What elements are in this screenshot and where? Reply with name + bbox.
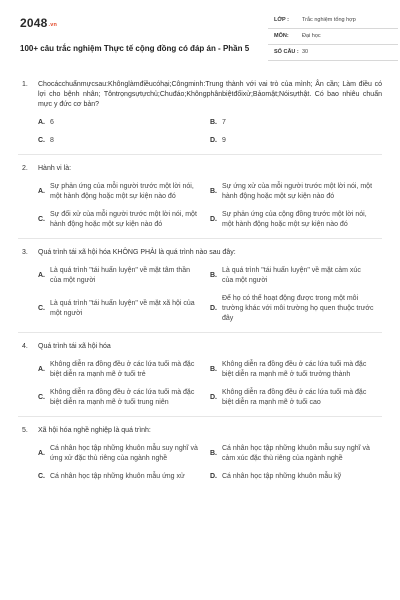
option-row (38, 444, 382, 464)
option-text: Không diễn ra đồng đều ở các lứa tuổi mà đặc biệt diễn ra mạnh mẽ ở tuổi trung niên (50, 389, 195, 406)
divider (18, 154, 382, 155)
option-c[interactable] (38, 294, 210, 324)
option-text: 6 (50, 119, 54, 126)
option-letter: A. (38, 366, 45, 373)
option-a[interactable] (38, 444, 210, 464)
option-text: Không diễn ra đồng đều ở các lứa tuổi mà đặc biệt diễn ra mạnh mẽ ở tuổi trẻ (50, 361, 195, 378)
site-logo[interactable] (20, 16, 57, 30)
option-text: Sự ứng xử của mỗi người trước một lời nói, một hành động hoặc một sự kiện nào đó (222, 183, 373, 200)
option-text: Cá nhân học tập những khuôn mẫu suy nghĩ và ứng xử đặc thù riêng của ngành nghề (50, 445, 198, 462)
question-1 (18, 80, 382, 155)
option-a[interactable] (38, 182, 210, 202)
option-list (18, 118, 382, 146)
option-letter: C. (38, 216, 45, 223)
option-row (38, 472, 382, 482)
meta-value: Đại học (302, 33, 321, 39)
meta-row-class (268, 14, 398, 29)
option-letter: A. (38, 450, 45, 457)
option-d[interactable] (210, 472, 382, 482)
option-letter: D. (210, 473, 217, 480)
option-b[interactable] (210, 360, 382, 380)
option-letter: A. (38, 119, 45, 126)
option-c[interactable] (38, 136, 210, 146)
question-2 (18, 164, 382, 239)
option-a[interactable] (38, 266, 210, 286)
option-letter: D. (210, 216, 217, 223)
option-letter: A. (38, 272, 45, 279)
meta-row-count (268, 46, 398, 61)
option-text: Sự phản ứng của cộng đồng trước một lời nói, một hành động hoặc một sự kiện nào đó (222, 211, 367, 228)
option-letter: C. (38, 473, 45, 480)
logo-suffix: .vn (48, 22, 58, 28)
meta-value: Trắc nghiệm tổng hợp (302, 17, 356, 23)
option-letter: C. (38, 137, 45, 144)
logo-text: 2048 (20, 16, 48, 30)
option-row (38, 136, 382, 146)
option-b[interactable] (210, 118, 382, 128)
meta-info (268, 14, 398, 62)
question-number: 2. (22, 165, 28, 172)
option-d[interactable] (210, 294, 382, 324)
question-header (18, 248, 382, 258)
question-number: 3. (22, 249, 28, 256)
option-letter: B. (210, 450, 217, 457)
option-text: Là quá trình "tái huấn luyện" về mặt xã hội của một người (50, 300, 195, 317)
document-header (18, 14, 382, 70)
option-text: Không diễn ra đồng đều ở các lứa tuổi mà đặc biệt diễn ra mạnh mẽ ở tuổi cao (222, 389, 367, 406)
question-4 (18, 342, 382, 417)
question-list (18, 80, 382, 490)
question-5 (18, 426, 382, 482)
question-text: Quá trình tái xã hội hóa KHÔNG PHẢI là quá trình nào sau đây: (38, 249, 236, 256)
option-letter: A. (38, 188, 45, 195)
meta-row-subject (268, 30, 398, 45)
option-text: Cá nhân học tập những khuôn mẫu kỹ (222, 473, 342, 480)
option-list (18, 266, 382, 324)
divider (18, 332, 382, 333)
divider (18, 238, 382, 239)
option-text: Không diễn ra đồng đều ở các lứa tuổi mà đặc biệt diễn ra mạnh mẽ ở tuổi trưởng thành (222, 361, 367, 378)
option-letter: D. (210, 137, 217, 144)
option-text: Cá nhân học tập những khuôn mẫu suy nghĩ và cảm xúc đặc thù riêng của ngành nghề (222, 445, 370, 462)
option-a[interactable] (38, 360, 210, 380)
question-number: 4. (22, 343, 28, 350)
option-letter: B. (210, 119, 217, 126)
question-3 (18, 248, 382, 333)
question-text: Hành vi là: (38, 165, 72, 172)
option-d[interactable] (210, 210, 382, 230)
option-row (38, 388, 382, 408)
option-c[interactable] (38, 210, 210, 230)
option-a[interactable] (38, 118, 210, 128)
meta-key: LỚP : (274, 17, 289, 23)
meta-value: 30 (302, 49, 309, 55)
option-letter: D. (210, 394, 217, 401)
divider (18, 416, 382, 417)
option-text: 9 (222, 137, 226, 144)
option-text: Sự phản ứng của mỗi người trước một lời nói, một hành động hoặc một sự kiện nào đó (50, 183, 194, 200)
option-list (18, 182, 382, 230)
meta-key: MÔN: (274, 33, 289, 39)
option-text: Là quá trình "tái huấn luyện" về mặt cảm xúc của một người (222, 267, 361, 284)
option-text: 8 (50, 137, 54, 144)
option-row (38, 182, 382, 202)
option-b[interactable] (210, 182, 382, 202)
question-number: 1. (22, 81, 28, 88)
question-header (18, 164, 382, 174)
option-row (38, 210, 382, 230)
question-header (18, 426, 382, 436)
document-title: 100+ câu trắc nghiệm Thực tế cộng đồng có đáp án - Phần 5 (20, 44, 250, 53)
option-row (38, 294, 382, 324)
option-d[interactable] (210, 388, 382, 408)
option-d[interactable] (210, 136, 382, 146)
meta-key: SỐ CÂU : (274, 49, 299, 55)
question-text: Chocácchuẩnmựcsau:Khônglàmđiềucóhại;Côngminh:Trung thành với vai trò của mình; Ân cần; Làm điều có lợi cho bệnh nhân; Tôntrọngsựtựchủ;Chuđáo;Khôngphânbiệtđốixử;Bảomật;Nóisựthật. Có bao nhiêu chuẩn mực y đức cơ bản? (38, 81, 382, 108)
option-list (18, 360, 382, 408)
option-row (38, 118, 382, 128)
question-text: Quá trình tái xã hội hóa (38, 343, 111, 350)
option-b[interactable] (210, 444, 382, 464)
option-c[interactable] (38, 388, 210, 408)
option-letter: B. (210, 366, 217, 373)
option-row (38, 360, 382, 380)
option-row (38, 266, 382, 286)
option-letter: D. (210, 305, 217, 312)
option-letter: C. (38, 305, 45, 312)
question-header (18, 80, 382, 110)
option-text: Là quá trình "tái huấn luyện" về mặt tâm thần của một người (50, 267, 190, 284)
option-letter: B. (210, 272, 217, 279)
question-text: Xã hội hóa nghề nghiệp là quá trình: (38, 427, 151, 434)
option-letter: B. (210, 188, 217, 195)
option-list (18, 444, 382, 482)
option-c[interactable] (38, 472, 210, 482)
option-text: 7 (222, 119, 226, 126)
question-header (18, 342, 382, 352)
option-text: Cá nhân học tập những khuôn mẫu ứng xử (50, 473, 185, 480)
option-b[interactable] (210, 266, 382, 286)
option-letter: C. (38, 394, 45, 401)
option-text: Sự đối xử của mỗi người trước một lời nói, một hành động hoặc một sự kiện nào đó (50, 211, 197, 228)
question-number: 5. (22, 427, 28, 434)
option-text: Để họ có thể hoạt động được trong một môi trường khác với môi trường họ quen thuộc trước đây (222, 295, 374, 322)
